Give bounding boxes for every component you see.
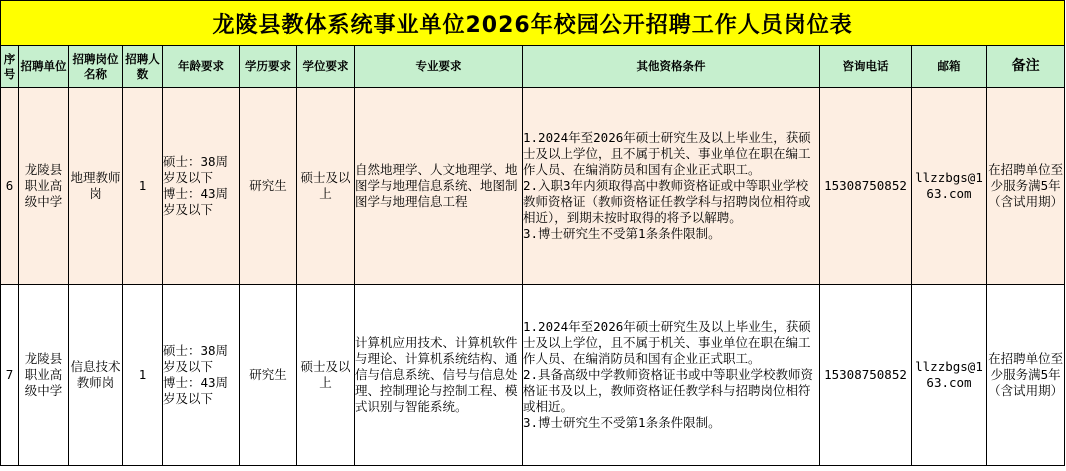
header-education: 学历要求 xyxy=(240,46,297,88)
header-count: 招聘人数 xyxy=(123,46,163,88)
cell-post: 地理教师岗 xyxy=(69,88,123,285)
cell-email: llzzbgs@163.com xyxy=(912,88,987,285)
cell-post: 信息技术教师岗 xyxy=(69,285,123,466)
cell-count: 1 xyxy=(123,88,163,285)
header-seq: 序号 xyxy=(1,46,19,88)
cell-degree: 硕士及以上 xyxy=(297,88,355,285)
sheet-title: 龙陵县教体系统事业单位2026年校园公开招聘工作人员岗位表 xyxy=(1,1,1065,46)
header-phone: 咨询电话 xyxy=(820,46,912,88)
header-email: 邮箱 xyxy=(912,46,987,88)
cell-major: 计算机应用技术、计算机软件与理论、计算机系统结构、通信与信息系统、信号与信息处理、控制理论与控制工程、模式识别与智能系统。 xyxy=(355,285,523,466)
header-major: 专业要求 xyxy=(355,46,523,88)
header-unit: 招聘单位 xyxy=(19,46,69,88)
cell-age: 硕士：38周岁及以下 博士：43周岁及以下 xyxy=(163,285,240,466)
cell-note: 在招聘单位至少服务满5年（含试用期） xyxy=(987,285,1065,466)
cell-unit: 龙陵县职业高级中学 xyxy=(19,88,69,285)
header-row xyxy=(1,46,1065,88)
cell-note: 在招聘单位至少服务满5年（含试用期） xyxy=(987,88,1065,285)
cell-seq: 6 xyxy=(1,88,19,285)
cell-phone: 15308750852 xyxy=(820,285,912,466)
cell-degree: 硕士及以上 xyxy=(297,285,355,466)
cell-other: 1.2024年至2026年硕士研究生及以上毕业生，获硕士及以上学位，且不属于机关、事业单位在职在编工作人员、在编消防员和国有企业正式职工。 2.具备高级中学教师资格证书或中等职业学校教师资格证书及以上，教师资格证任教学科与招聘岗位相符或相近。 3.博士研究生不受第1条条件限制。 xyxy=(523,285,820,466)
header-post: 招聘岗位名称 xyxy=(69,46,123,88)
cell-email: llzzbgs@163.com xyxy=(912,285,987,466)
table-row xyxy=(1,88,1065,285)
cell-age: 硕士：38周岁及以下 博士：43周岁及以下 xyxy=(163,88,240,285)
header-note: 备注 xyxy=(987,46,1065,88)
header-degree: 学位要求 xyxy=(297,46,355,88)
cell-other: 1.2024年至2026年硕士研究生及以上毕业生，获硕士及以上学位，且不属于机关、事业单位在职在编工作人员、在编消防员和国有企业正式职工。 2.入职3年内须取得高中教师资格证或中等职业学校教师资格证（教师资格证任教学科与招聘岗位相符或相近），到期未按时取得的将予以解聘。 3.博士研究生不受第1条条件限制。 xyxy=(523,88,820,285)
header-age: 年龄要求 xyxy=(163,46,240,88)
cell-education: 研究生 xyxy=(240,88,297,285)
cell-count: 1 xyxy=(123,285,163,466)
cell-seq: 7 xyxy=(1,285,19,466)
cell-major: 自然地理学、人文地理学、地图学与地理信息系统、地图制图学与地理信息工程 xyxy=(355,88,523,285)
table-row xyxy=(1,285,1065,466)
cell-education: 研究生 xyxy=(240,285,297,466)
cell-unit: 龙陵县职业高级中学 xyxy=(19,285,69,466)
cell-phone: 15308750852 xyxy=(820,88,912,285)
header-other: 其他资格条件 xyxy=(523,46,820,88)
